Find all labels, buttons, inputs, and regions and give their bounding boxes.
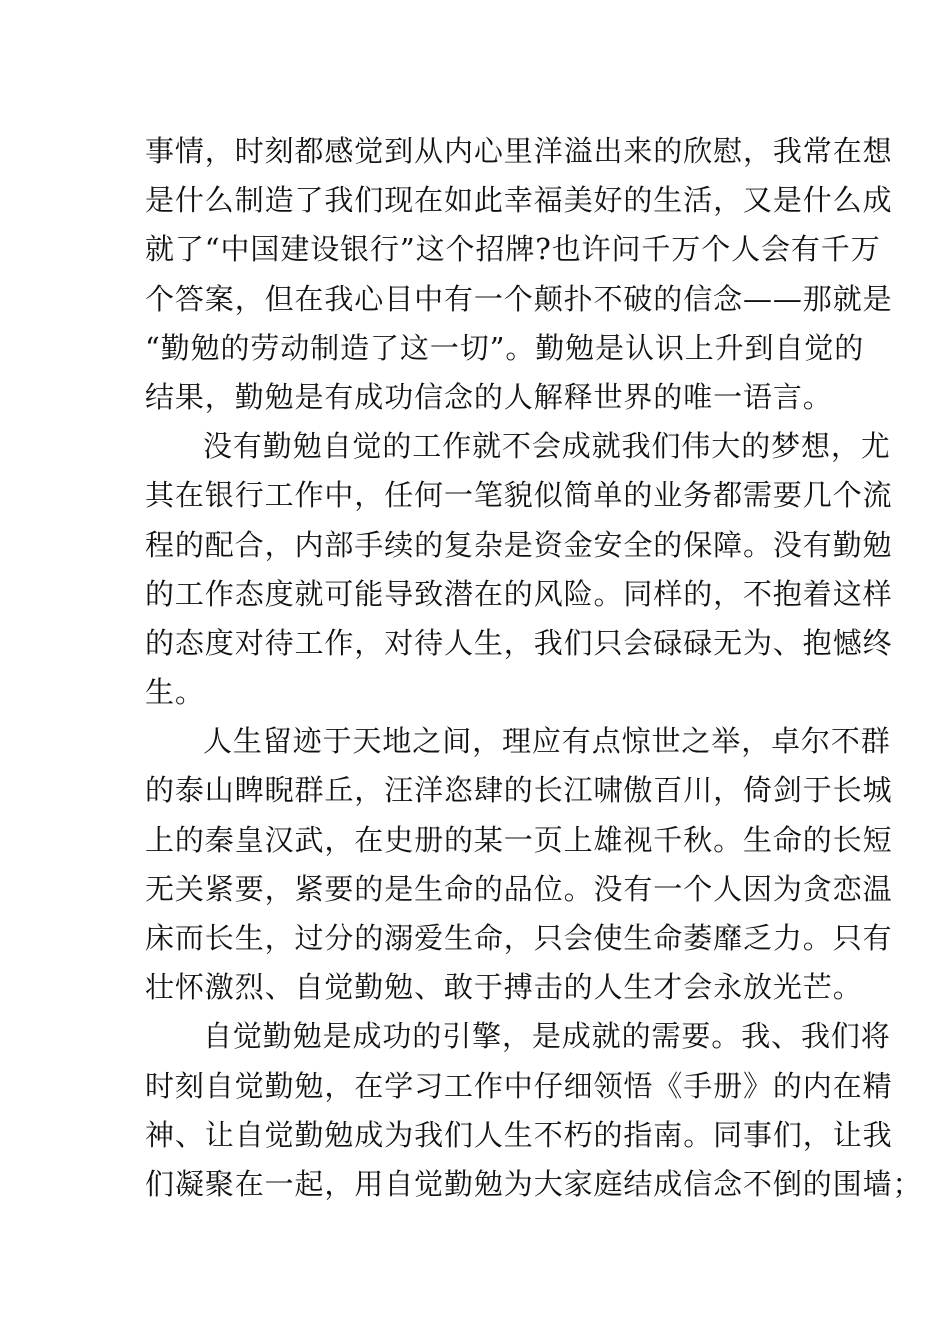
text-line: 人生留迹于天地之间，理应有点惊世之举，卓尔不群	[203, 724, 891, 759]
paragraph	[145, 127, 893, 422]
text-line: 神、让自觉勤勉成为我们人生不朽的指南。同事们，让我	[145, 1117, 893, 1152]
text-line: 其在银行工作中，任何一笔貌似简单的业务都需要几个流	[145, 478, 893, 513]
text-line: 就了“中国建设银行”这个招牌?也许问千万个人会有千万	[145, 232, 881, 267]
text-line: 的态度对待工作，对待人生，我们只会碌碌无为、抱憾终	[145, 625, 893, 660]
paragraph	[145, 1012, 923, 1209]
document-body	[145, 127, 923, 1209]
text-line: 生。	[145, 675, 205, 710]
text-line: 的工作态度就可能导致潜在的风险。同样的，不抱着这样	[145, 576, 893, 611]
text-line: 床而长生，过分的溺爱生命，只会使生命萎靡乏力。只有	[145, 921, 893, 955]
paragraph	[145, 422, 893, 717]
text-line: 程的配合，内部手续的复杂是资金安全的保障。没有勤勉	[145, 527, 893, 562]
text-line: 事情，时刻都感觉到从内心里洋溢出来的欣慰，我常在想	[145, 134, 893, 168]
text-line: “勤勉的劳动制造了这一切”。勤勉是认识上升到自觉的	[145, 330, 865, 365]
text-line: 壮怀激烈、自觉勤勉、敢于搏击的人生才会永放光芒。	[145, 970, 863, 1005]
text-line: 结果，勤勉是有成功信念的人解释世界的唯一语言。	[145, 379, 833, 414]
text-line: 个答案，但在我心目中有一个颠扑不破的信念——那就是	[145, 281, 893, 316]
text-line: 自觉勤勉是成功的引擎，是成就的需要。我、我们将	[203, 1019, 891, 1054]
text-line: 无关紧要，紧要的是生命的品位。没有一个人因为贪恋温	[145, 871, 893, 906]
text-line: 时刻自觉勤勉，在学习工作中仔细领悟《手册》的内在精	[145, 1068, 893, 1103]
paragraph	[145, 717, 893, 1012]
text-line: 们凝聚在一起，用自觉勤勉为大家庭结成信念不倒的围墙；	[145, 1166, 923, 1201]
text-line: 是什么制造了我们现在如此幸福美好的生活，又是什么成	[145, 183, 893, 218]
text-line: 的泰山睥睨群丘，汪洋恣肆的长江啸傲百川，倚剑于长城	[145, 773, 893, 808]
text-line: 没有勤勉自觉的工作就不会成就我们伟大的梦想，尤	[203, 429, 891, 464]
text-line: 上的秦皇汉武，在史册的某一页上雄视千秋。生命的长短	[145, 822, 893, 857]
